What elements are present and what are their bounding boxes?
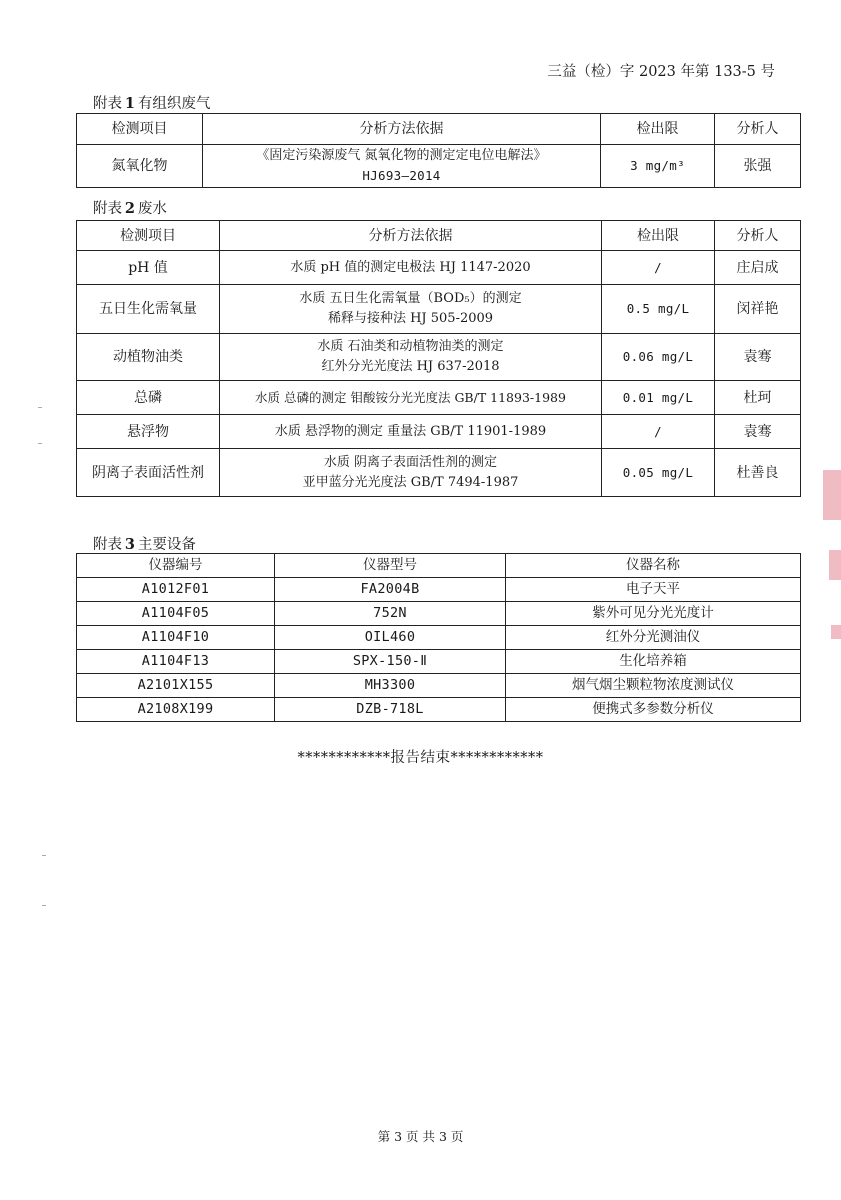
analyst: 袁骞 <box>715 334 801 381</box>
table-row <box>77 650 801 674</box>
detection-limit: / <box>602 251 715 285</box>
method-cell <box>220 251 602 285</box>
col-header: 仪器编号 <box>77 554 275 578</box>
scan-mark <box>38 443 42 444</box>
instrument-name: 电子天平 <box>506 578 801 602</box>
report-number: 三益（检）字 2023 年第 133-5 号 <box>547 64 775 80</box>
table-row <box>77 449 801 497</box>
detection-limit: 0.01 mg/L <box>602 381 715 415</box>
detection-limit: 3 mg/m³ <box>601 145 715 188</box>
method-cell <box>220 334 602 381</box>
method-line: 《固定污染源废气 氮氧化物的测定定电位电解法》 <box>256 148 547 163</box>
instrument-id: A2108X199 <box>77 698 275 722</box>
table-row <box>77 251 801 285</box>
analyst: 闵祥艳 <box>715 285 801 334</box>
test-item: pH 值 <box>77 251 220 285</box>
col-header: 检出限 <box>602 221 715 251</box>
analyst: 庄启成 <box>715 251 801 285</box>
instrument-id: A1012F01 <box>77 578 275 602</box>
test-item: 五日生化需氧量 <box>77 285 220 334</box>
col-header: 检出限 <box>601 114 715 145</box>
test-item: 总磷 <box>77 381 220 415</box>
analyst: 袁骞 <box>715 415 801 449</box>
table-row <box>77 381 801 415</box>
method-line: 红外分光光度法 HJ 637-2018 <box>321 359 500 374</box>
method-line: 水质 五日生化需氧量（BOD₅）的测定 <box>299 291 522 306</box>
detection-limit: / <box>602 415 715 449</box>
instrument-model: DZB-718L <box>275 698 506 722</box>
method-line: 亚甲蓝分光光度法 GB/T 7494-1987 <box>302 474 519 490</box>
col-header: 分析方法依据 <box>203 114 601 145</box>
table-equipment <box>76 553 801 722</box>
col-header: 检测项目 <box>77 114 203 145</box>
col-header: 分析人 <box>715 221 801 251</box>
instrument-name: 紫外可见分光光度计 <box>506 602 801 626</box>
test-item: 悬浮物 <box>77 415 220 449</box>
table1-caption: 附表 1 有组织废气 <box>93 95 211 112</box>
scan-mark <box>42 855 46 856</box>
table3-caption: 附表 3 主要设备 <box>93 536 196 553</box>
col-header: 检测项目 <box>77 221 220 251</box>
scan-mark <box>42 905 46 906</box>
seal-edge-mark <box>823 470 841 520</box>
col-header: 分析方法依据 <box>220 221 602 251</box>
seal-edge-mark <box>829 550 841 580</box>
table-header-row <box>77 554 801 578</box>
table-row <box>77 145 801 188</box>
table-header-row <box>77 221 801 251</box>
table-row <box>77 674 801 698</box>
instrument-name: 红外分光测油仪 <box>506 626 801 650</box>
instrument-id: A1104F13 <box>77 650 275 674</box>
test-item: 氮氧化物 <box>77 145 203 188</box>
table-row <box>77 334 801 381</box>
method-line: HJ693—2014 <box>362 168 441 183</box>
table-row <box>77 602 801 626</box>
table-header-row <box>77 114 801 145</box>
col-header: 仪器名称 <box>506 554 801 578</box>
method-cell <box>220 285 602 334</box>
table-row <box>77 578 801 602</box>
analyst: 杜珂 <box>715 381 801 415</box>
page-number: 第 3 页 共 3 页 <box>377 1129 464 1144</box>
detection-limit: 0.06 mg/L <box>602 334 715 381</box>
table-organized-exhaust <box>76 113 801 188</box>
test-item: 阴离子表面活性剂 <box>77 449 220 497</box>
method-cell <box>220 449 602 497</box>
method-line: 水质 悬浮物的测定 重量法 GB/T 11901-1989 <box>274 423 547 439</box>
method-cell <box>220 415 602 449</box>
scan-mark <box>38 407 42 408</box>
analyst: 张强 <box>715 145 801 188</box>
instrument-model: SPX-150-Ⅱ <box>275 650 506 674</box>
instrument-name: 烟气烟尘颗粒物浓度测试仪 <box>506 674 801 698</box>
table-row <box>77 285 801 334</box>
method-line: 水质 pH 值的测定电极法 HJ 1147-2020 <box>290 259 531 275</box>
method-cell <box>220 381 602 415</box>
analyst: 杜善良 <box>715 449 801 497</box>
method-line: 水质 石油类和动植物油类的测定 <box>317 339 504 354</box>
col-header: 分析人 <box>715 114 801 145</box>
table2-caption: 附表 2 废水 <box>93 200 167 217</box>
instrument-model: OIL460 <box>275 626 506 650</box>
instrument-model: MH3300 <box>275 674 506 698</box>
table-row <box>77 626 801 650</box>
report-end-marker: ************报告结束************ <box>297 750 544 766</box>
instrument-id: A1104F10 <box>77 626 275 650</box>
method-cell <box>203 145 601 188</box>
instrument-name: 便携式多参数分析仪 <box>506 698 801 722</box>
method-line: 水质 总磷的测定 钼酸铵分光光度法 GB/T 11893-1989 <box>255 389 566 405</box>
seal-edge-mark <box>831 625 841 639</box>
table-wastewater <box>76 220 801 497</box>
method-line: 水质 阴离子表面活性剂的测定 <box>323 454 498 470</box>
instrument-id: A1104F05 <box>77 602 275 626</box>
test-item: 动植物油类 <box>77 334 220 381</box>
table-row <box>77 698 801 722</box>
detection-limit: 0.05 mg/L <box>602 449 715 497</box>
instrument-model: 752N <box>275 602 506 626</box>
instrument-name: 生化培养箱 <box>506 650 801 674</box>
instrument-id: A2101X155 <box>77 674 275 698</box>
detection-limit: 0.5 mg/L <box>602 285 715 334</box>
table-row <box>77 415 801 449</box>
method-line: 稀释与接种法 HJ 505-2009 <box>327 311 494 326</box>
col-header: 仪器型号 <box>275 554 506 578</box>
instrument-model: FA2004B <box>275 578 506 602</box>
